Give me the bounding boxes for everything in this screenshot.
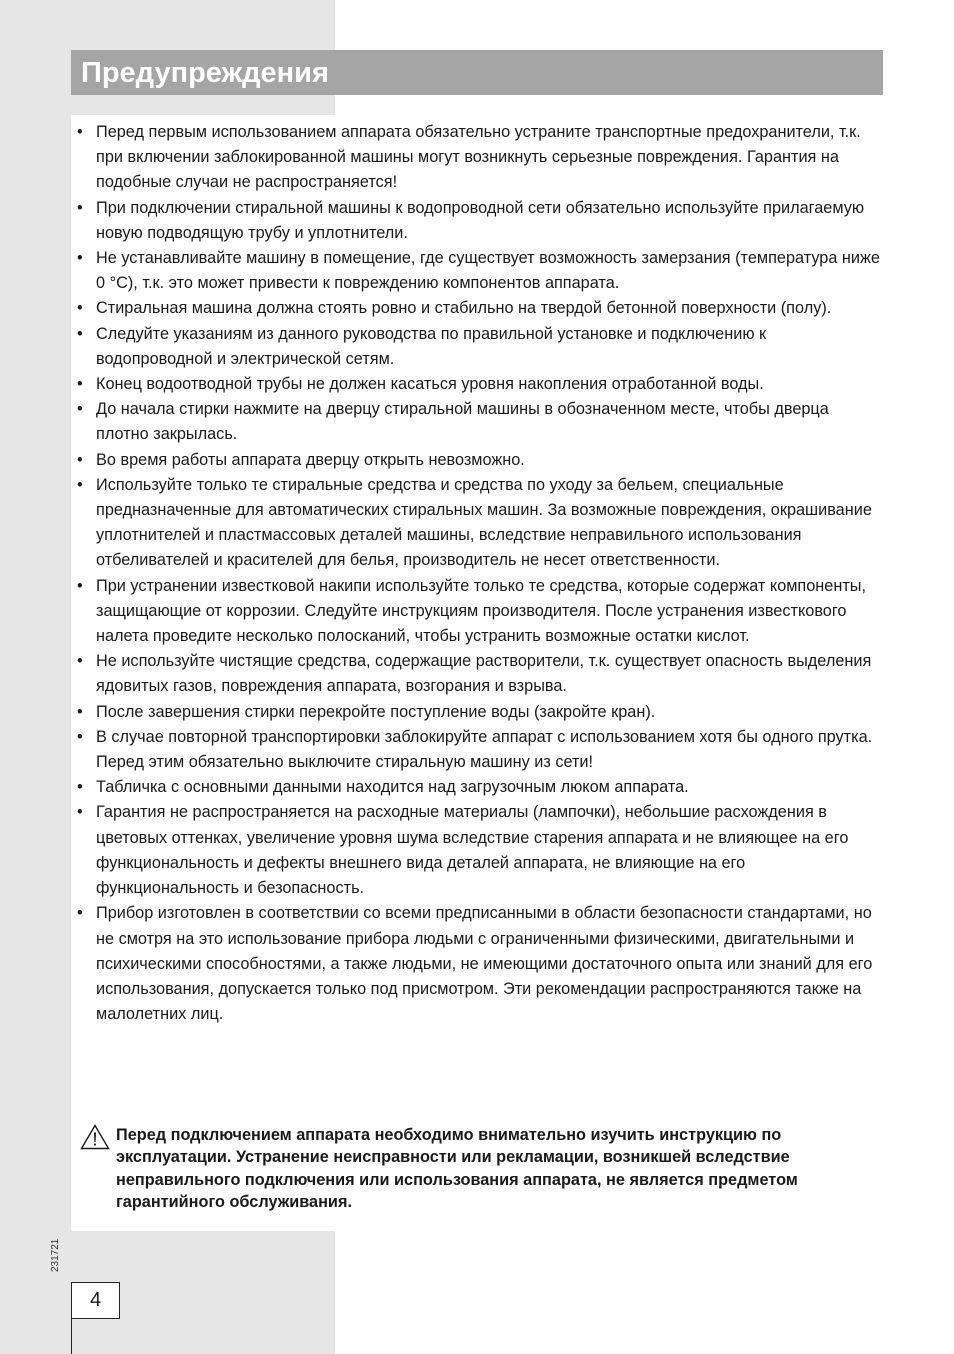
list-item-text: Не устанавливайте машину в помещение, где существует возможность замерзания (температура ниже 0 °C), т.к. это может привести к повреждению компонентов аппарата. — [96, 249, 880, 293]
list-item-text: Используйте только те стиральные средства и средства по уходу за бельем, специальные предназначенные для автоматических стиральных машин. За возможные повреждения, окрашивание уплотнителей и пластмассовых деталей машины, вследствие неправильного использования отбеливателей и красителей для белья, производитель не несет ответственности. — [96, 475, 872, 570]
list-item — [71, 574, 883, 650]
bullet: • — [77, 475, 83, 494]
list-item — [71, 372, 883, 397]
bullet: • — [77, 123, 83, 141]
list-item — [71, 649, 883, 699]
list-item-text: Конец водоотводной трубы не должен касаться уровня накопления отработанной воды. — [96, 375, 764, 394]
warnings-list — [71, 120, 883, 1027]
bullet: • — [77, 778, 83, 797]
list-item-text: Во время работы аппарата дверцу открыть невозможно. — [96, 450, 525, 469]
document-code — [47, 1234, 67, 1274]
warning-notice — [80, 1124, 880, 1213]
bullet: • — [77, 198, 83, 217]
notice-text: Перед подключением аппарата необходимо внимательно изучить инструкцию по эксплуатации. Устранение неисправности или рекламации, возникшей вследствие неправильного подключения или использования аппарата, не является предметом гарантийного обслуживания. — [116, 1126, 798, 1211]
list-item — [71, 196, 883, 246]
list-item-text: Не используйте чистящие средства, содержащие растворители, т.к. существует опасность выделения ядовитых газов, повреждения аппарата, возгорания и взрыва. — [96, 652, 872, 696]
list-item — [71, 473, 883, 574]
list-item-text: Перед первым использованием аппарата обязательно устраните транспортные предохранители, т.к. при включении заблокированной машины могут возникнуть серьезные повреждения. Гарантия на подобные случаи не распространяется! — [96, 123, 861, 192]
document-code-text: 231721 — [50, 1238, 61, 1272]
list-item — [71, 901, 883, 1027]
bullet: • — [77, 299, 83, 318]
list-item-text: Табличка с основными данными находится над загрузочным люком аппарата. — [96, 778, 689, 797]
bullet: • — [77, 375, 83, 394]
list-item — [71, 246, 883, 296]
bullet: • — [77, 249, 83, 268]
bullet: • — [77, 727, 83, 746]
list-item-text: При подключении стиральной машины к водопроводной сети обязательно используйте прилагаемую новую подводящую трубу и уплотнители. — [96, 198, 865, 242]
title-bar — [71, 50, 883, 95]
bullet: • — [77, 576, 83, 595]
bullet: • — [77, 904, 83, 923]
list-item — [71, 800, 883, 901]
bullet: • — [77, 652, 83, 671]
list-item-text: Стиральная машина должна стоять ровно и стабильно на твердой бетонной поверхности (полу). — [96, 299, 832, 318]
list-item — [71, 448, 883, 473]
list-item-text: Следуйте указаниям из данного руководства по правильной установке и подключению к водопроводной и электрической сетям. — [96, 324, 767, 368]
list-item-text: Прибор изготовлен в соответствии со всеми предписанными в области безопасности стандартами, но не смотря на это использование прибора людьми с ограниченными физическими, двигательными и психическими способностями, а также людьми, не имеющими достаточного опыта или знаний для его использования, допускается только под присмотром. Эти рекомендации распространяются также на малолетних лиц. — [96, 904, 873, 1024]
list-item — [71, 120, 883, 196]
list-item-text: В случае повторной транспортировки заблокируйте аппарат с использованием хотя бы одного прутка. Перед этим обязательно выключите стиральную машину из сети! — [96, 727, 873, 772]
warning-triangle-icon — [80, 1124, 110, 1150]
bullet: • — [77, 324, 83, 343]
page-title: Предупреждения — [81, 57, 329, 89]
list-item — [71, 296, 883, 321]
page-number: 4 — [71, 1282, 120, 1319]
list-item — [71, 725, 883, 775]
bullet: • — [77, 702, 83, 721]
bullet: • — [77, 450, 83, 469]
list-item-text: Гарантия не распространяется на расходные материалы (лампочки), небольшие расхождения в цветовых оттенках, увеличение уровня шума вследствие старения аппарата и не влияющее на его функциональность и дефекты внешнего вида деталей аппарата, не влияющие на его функциональность и безопасность. — [96, 803, 849, 898]
list-item-text: После завершения стирки перекройте поступление воды (закройте кран). — [96, 702, 656, 721]
list-item — [71, 322, 883, 372]
list-item — [71, 397, 883, 447]
list-item-text: До начала стирки нажмите на дверцу стиральной машины в обозначенном месте, чтобы дверца плотно закрылась. — [96, 400, 829, 444]
bullet: • — [77, 803, 83, 822]
list-item — [71, 775, 883, 800]
list-item-text: При устранении известковой накипи используйте только те средства, которые содержат компоненты, защищающие от коррозии. Следуйте инструкциям производителя. После устранения известкового налета проведите несколько полосканий, чтобы устранить возможные остатки кислот. — [96, 576, 867, 646]
bullet: • — [77, 400, 83, 419]
list-item — [71, 700, 883, 725]
